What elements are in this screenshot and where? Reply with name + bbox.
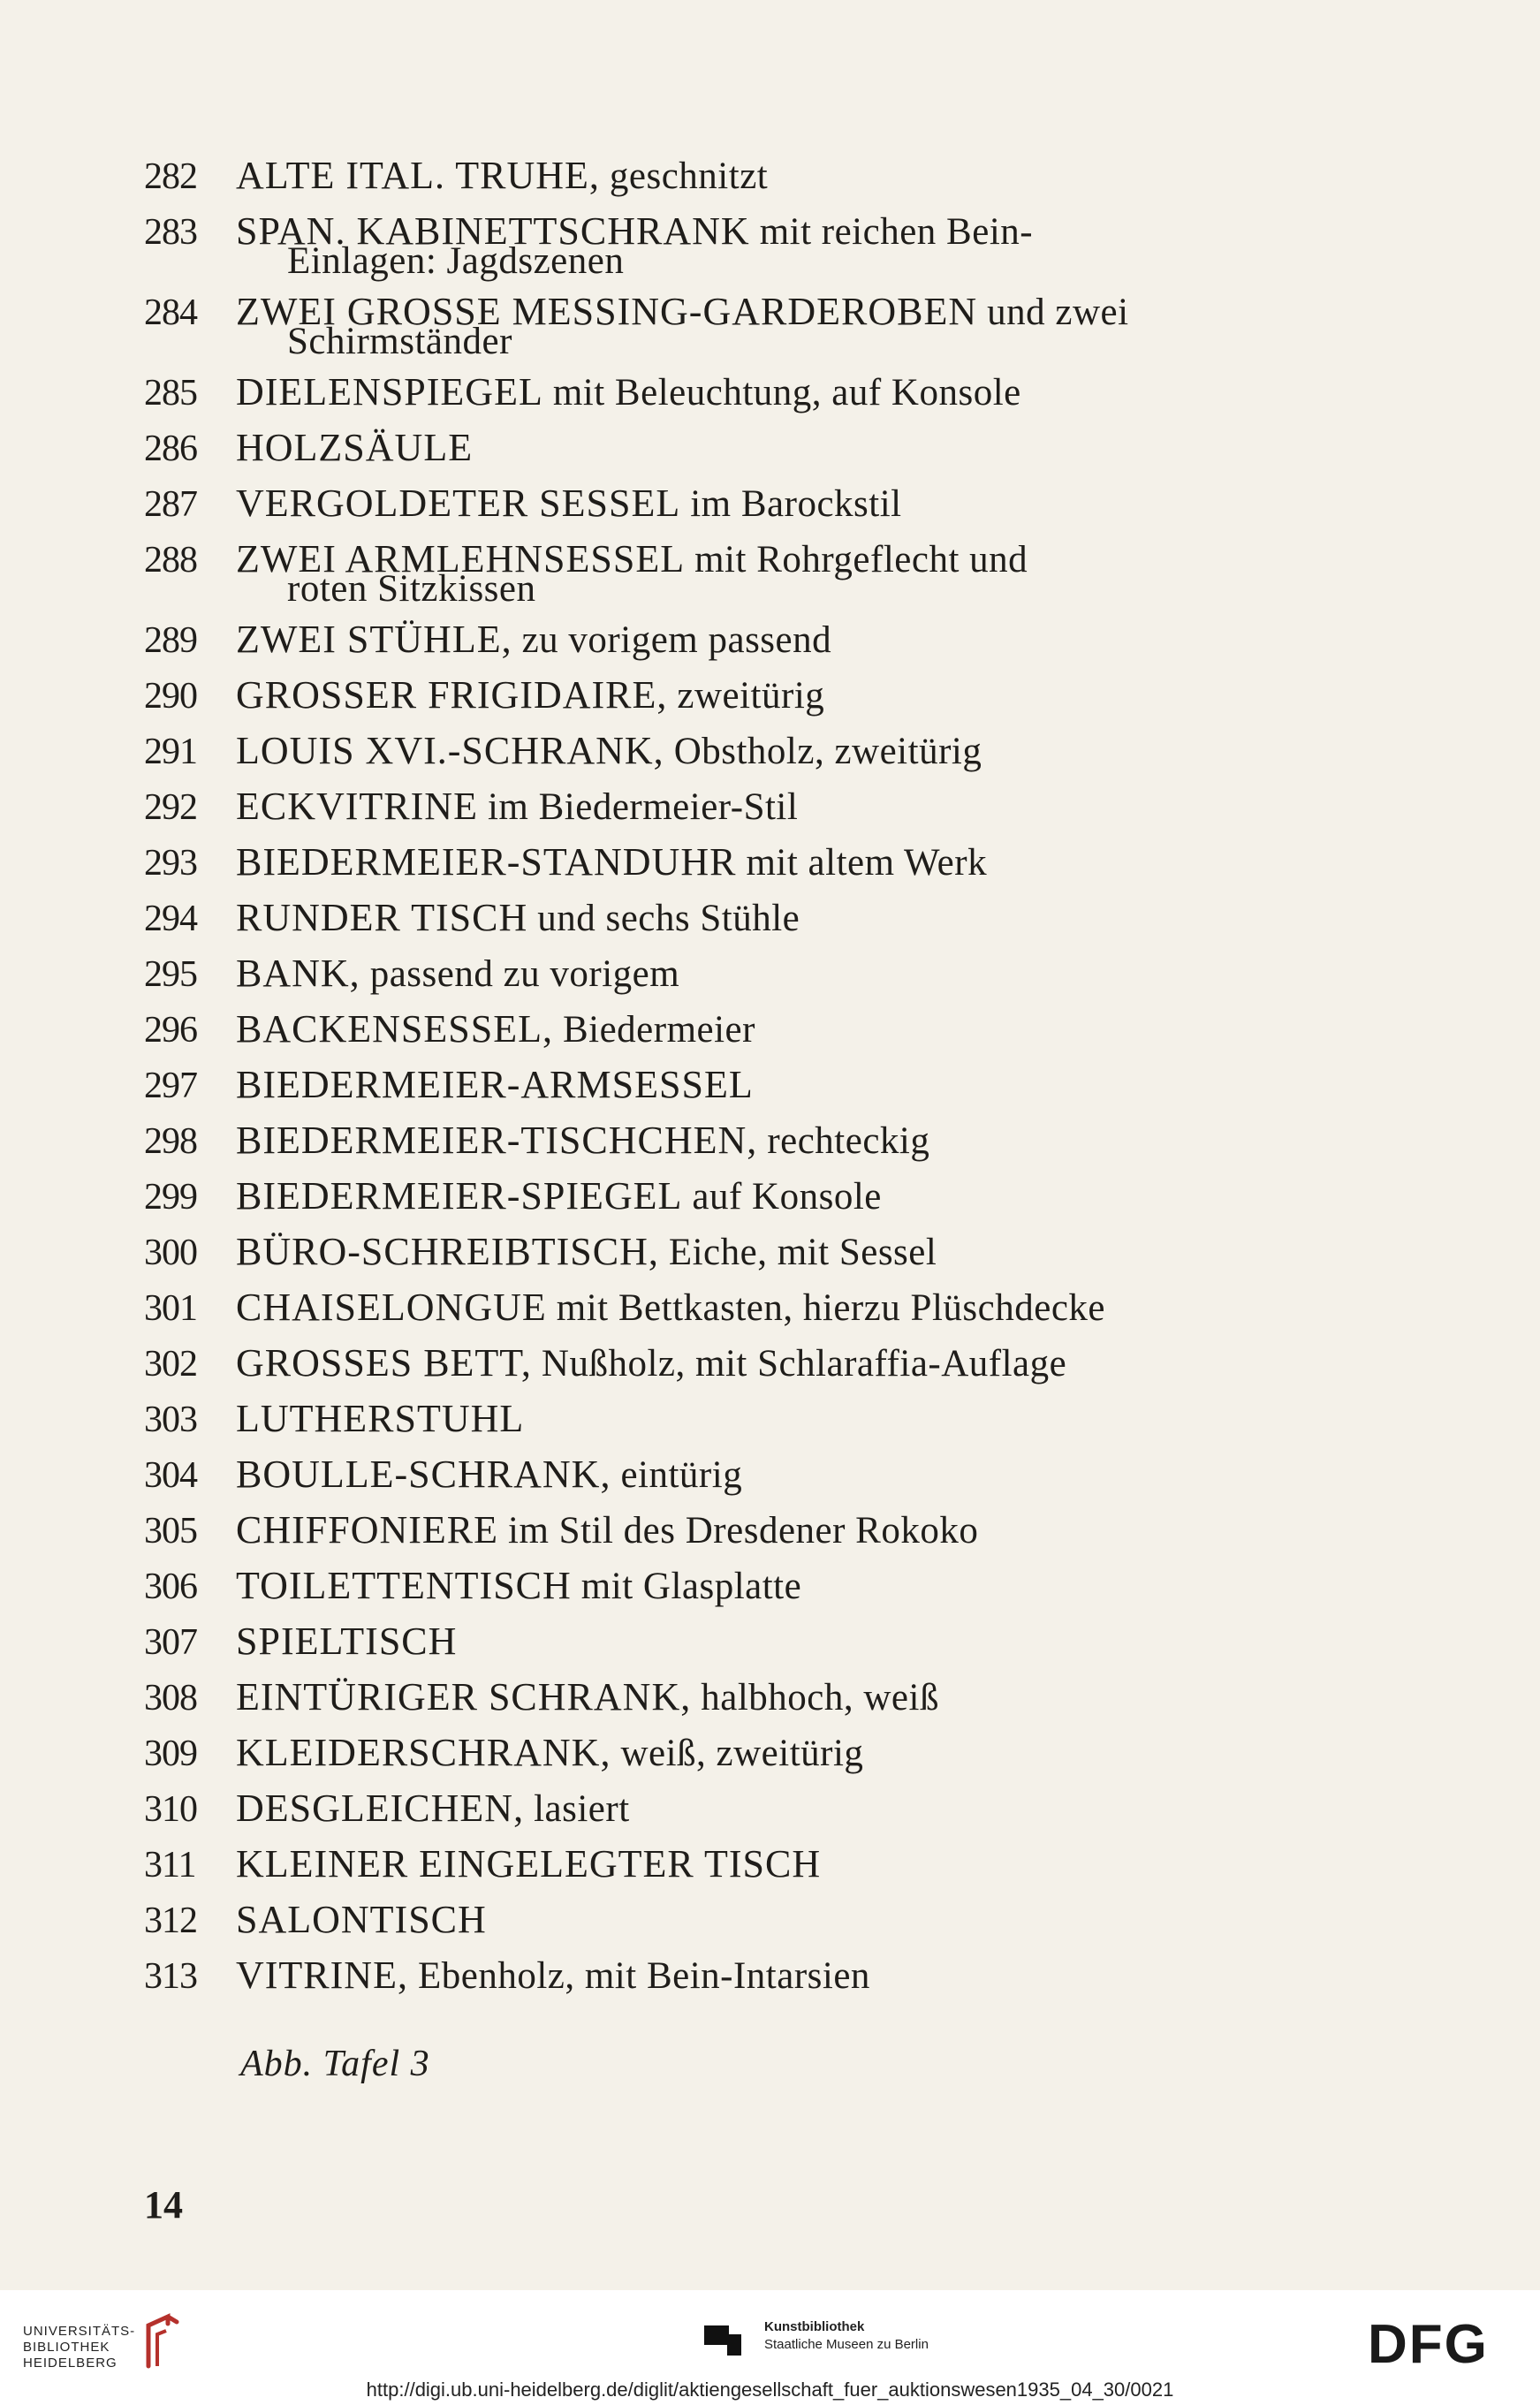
catalog-entry: [144, 1559, 1319, 1614]
lot-description: mit reichen Bein-: [759, 211, 1034, 253]
catalog-entry: [144, 1169, 1319, 1225]
lot-number: 296: [144, 1010, 197, 1051]
catalog-entry: [144, 1225, 1319, 1280]
lot-number: 311: [144, 1845, 196, 1885]
lot-text: [236, 1893, 1319, 1947]
lot-number: 290: [144, 676, 197, 717]
lot-title: KLEINER EINGELEGTER TISCH: [236, 1842, 822, 1885]
lot-number: 298: [144, 1121, 197, 1162]
lot-description: geschnitzt: [609, 156, 769, 197]
lot-text: [236, 365, 1319, 421]
lot-description: zweitürig: [677, 675, 825, 717]
lot-title: DESGLEICHEN,: [236, 1787, 525, 1830]
lot-description: im Biedermeier-Stil: [487, 786, 799, 828]
catalog-entry: [144, 1670, 1319, 1726]
catalog-entry: [144, 1503, 1319, 1559]
ub-heidelberg-label[interactable]: [23, 2324, 135, 2371]
lot-title: TOILETTENTISCH: [236, 1564, 572, 1607]
lot-description: Eiche, mit Sessel: [668, 1232, 937, 1273]
lot-number: 283: [144, 212, 197, 253]
lot-number: 308: [144, 1678, 197, 1718]
lot-title: GROSSER FRIGIDAIRE,: [236, 673, 668, 717]
lot-title: SPAN. KABINETTSCHRANK: [236, 209, 750, 253]
catalog-entry: [144, 891, 1319, 946]
lot-text: [236, 779, 1319, 835]
lot-title: ALTE ITAL. TRUHE,: [236, 154, 600, 197]
lot-title: BIEDERMEIER-ARMSESSEL: [236, 1063, 754, 1106]
lot-description: weiß, zweitürig: [620, 1733, 864, 1774]
lot-description: halbhoch, weiß: [701, 1677, 939, 1718]
lot-number: 294: [144, 899, 197, 939]
lot-title: BOULLE-SCHRANK,: [236, 1453, 611, 1496]
lot-text: [236, 1447, 1319, 1503]
kb-sub: Staatliche Museen zu Berlin: [764, 2337, 929, 2352]
lot-text: [236, 421, 1319, 475]
lot-number: 302: [144, 1344, 197, 1385]
catalog-entry: [144, 612, 1319, 668]
lot-title: ZWEI ARMLEHNSESSEL: [236, 537, 686, 580]
catalog-entry: [144, 1948, 1319, 2004]
lot-title: LOUIS XVI.-SCHRANK,: [236, 729, 664, 772]
catalog-entry: [144, 835, 1319, 891]
lot-title: GROSSES BETT,: [236, 1341, 532, 1385]
lot-title: HOLZSÄULE: [236, 426, 474, 469]
catalog-entry: [144, 946, 1319, 1002]
lot-text: [236, 1392, 1319, 1446]
lot-title: DIELENSPIEGEL: [236, 370, 543, 413]
catalog-entry: [144, 1893, 1319, 1948]
lot-title: KLEIDERSCHRANK,: [236, 1731, 611, 1774]
lot-title: CHIFFONIERE: [236, 1508, 499, 1551]
lot-number: 307: [144, 1622, 197, 1663]
lot-description: passend zu vorigem: [369, 953, 680, 995]
lot-description-continued: Schirmständer: [287, 321, 512, 362]
lot-number: 303: [144, 1400, 197, 1440]
lot-title: BÜRO-SCHREIBTISCH,: [236, 1230, 659, 1273]
lot-title: BIEDERMEIER-TISCHCHEN,: [236, 1119, 758, 1162]
ub-line: UNIVERSITÄTS-: [23, 2324, 136, 2339]
ub-line: BIBLIOTHEK: [23, 2340, 110, 2355]
kunstbibliothek-logo-icon[interactable]: [702, 2320, 750, 2359]
lot-text: [236, 1169, 1319, 1225]
catalog-entry: [144, 668, 1319, 724]
lot-title: CHAISELONGUE: [236, 1286, 547, 1329]
lot-title: ZWEI STÜHLE,: [236, 618, 512, 661]
illustration-note: Abb. Tafel 3: [240, 2044, 430, 2084]
lot-title: ZWEI GROSSE MESSING-GARDEROBEN: [236, 290, 978, 333]
lot-title: VITRINE,: [236, 1954, 408, 1997]
catalog-entry: [144, 1837, 1319, 1893]
lot-title: BIEDERMEIER-SPIEGEL: [236, 1174, 683, 1218]
catalog-entry: [144, 1614, 1319, 1670]
catalog-entry: [144, 1447, 1319, 1503]
lot-text: [236, 1837, 1319, 1892]
lot-description: Biedermeier: [562, 1009, 755, 1051]
lot-description: Ebenholz, mit Bein-Intarsien: [417, 1955, 870, 1997]
lot-text: [236, 1058, 1319, 1112]
lot-title: ECKVITRINE: [236, 785, 478, 828]
catalog-entry: [144, 1058, 1319, 1113]
lot-text: [236, 891, 1319, 946]
lot-description: und sechs Stühle: [537, 898, 800, 939]
lot-text: [236, 1948, 1319, 2004]
lot-number: 293: [144, 843, 197, 884]
lot-text: [236, 668, 1319, 724]
lot-description: mit Bettkasten, hierzu Plüschdecke: [556, 1287, 1105, 1329]
lot-number: 291: [144, 732, 197, 772]
lot-title: BANK,: [236, 952, 360, 995]
lot-text: [236, 1225, 1319, 1280]
lot-description-continued: Einlagen: Jagdszenen: [287, 240, 625, 282]
lot-description: im Barockstil: [690, 483, 902, 525]
lot-description: Obstholz, zweitürig: [673, 731, 982, 772]
kb-name: Kunstbibliothek: [764, 2319, 865, 2334]
lot-description: lasiert: [534, 1788, 630, 1830]
lot-title: RUNDER TISCH: [236, 896, 528, 939]
lot-title: SALONTISCH: [236, 1898, 487, 1941]
catalog-entry: [144, 724, 1319, 779]
lot-title: EINTÜRIGER SCHRANK,: [236, 1675, 692, 1718]
lot-text: [236, 1336, 1319, 1392]
ub-heidelberg-logo-icon[interactable]: [141, 2311, 184, 2373]
lot-text: [236, 835, 1319, 891]
lot-number: 285: [144, 373, 197, 413]
lot-text: [236, 946, 1319, 1002]
lot-text: [236, 612, 1319, 668]
lot-text: [236, 1113, 1319, 1169]
entry-list: [144, 148, 1319, 2004]
page-number: 14: [144, 2183, 183, 2227]
lot-text: [236, 724, 1319, 779]
ub-line: HEIDELBERG: [23, 2356, 118, 2371]
lot-number: 289: [144, 620, 197, 661]
lot-number: 305: [144, 1511, 197, 1551]
lot-description: auf Konsole: [692, 1176, 882, 1218]
lot-number: 288: [144, 540, 197, 580]
lot-title: LUTHERSTUHL: [236, 1397, 525, 1440]
lot-number: 306: [144, 1567, 197, 1607]
lot-title: BACKENSESSEL,: [236, 1007, 553, 1051]
lot-number: 297: [144, 1066, 197, 1106]
lot-number: 304: [144, 1455, 197, 1496]
lot-text: [236, 476, 1319, 532]
lot-text: [236, 1559, 1319, 1614]
lot-number: 287: [144, 484, 197, 525]
lot-number: 312: [144, 1900, 197, 1941]
lot-text: [236, 148, 1319, 204]
lot-description: eintürig: [620, 1454, 743, 1496]
source-url[interactable]: http://digi.ub.uni-heidelberg.de/diglit/aktiengesellschaft_fuer_auktionswesen1935_04_30/0021: [366, 2378, 1174, 2401]
lot-number: 313: [144, 1956, 197, 1997]
lot-number: 300: [144, 1233, 197, 1273]
catalog-entry: [144, 1113, 1319, 1169]
lot-number: 310: [144, 1789, 197, 1830]
catalog-entry: [144, 1781, 1319, 1837]
lot-number: 292: [144, 787, 197, 828]
lot-description: mit Rohrgeflecht und: [694, 539, 1028, 580]
lot-text: [236, 1002, 1319, 1058]
catalog-entry: [144, 148, 1319, 204]
lot-description: zu vorigem passend: [521, 619, 832, 661]
lot-number: 299: [144, 1177, 197, 1218]
catalog-entry: [144, 1280, 1319, 1336]
lot-text: [236, 1781, 1319, 1837]
lot-number: 301: [144, 1288, 197, 1329]
lot-number: 309: [144, 1734, 197, 1774]
catalog-entry: [144, 1392, 1319, 1447]
catalog-entry: [144, 1726, 1319, 1781]
lot-title: SPIELTISCH: [236, 1620, 458, 1663]
lot-description: mit Beleuchtung, auf Konsole: [552, 372, 1021, 413]
lot-text: [236, 1670, 1319, 1726]
catalog-entry: [144, 1002, 1319, 1058]
catalog-entry: [144, 779, 1319, 835]
catalog-entry: [144, 1336, 1319, 1392]
lot-description-continued: roten Sitzkissen: [287, 568, 536, 610]
lot-description: Nußholz, mit Schlaraffia-Auflage: [541, 1343, 1067, 1385]
lot-text: [236, 1726, 1319, 1781]
lot-description: und zwei: [987, 292, 1129, 333]
lot-description: mit altem Werk: [746, 842, 988, 884]
lot-text: [236, 1614, 1319, 1669]
lot-text: [236, 1503, 1319, 1559]
lot-number: 295: [144, 954, 197, 995]
footer: [0, 2290, 1540, 2405]
lot-number: 284: [144, 292, 197, 333]
lot-number: 282: [144, 156, 197, 197]
kunstbibliothek-label[interactable]: [764, 2318, 929, 2354]
catalog-entry: [144, 365, 1319, 421]
lot-description: rechteckig: [767, 1120, 930, 1162]
lot-description: im Stil des Dresdener Rokoko: [508, 1510, 979, 1551]
lot-text: [236, 1280, 1319, 1336]
lot-number: 286: [144, 429, 197, 469]
lot-description: mit Glasplatte: [580, 1566, 802, 1607]
lot-title: BIEDERMEIER-STANDUHR: [236, 840, 737, 884]
catalog-entry: [144, 476, 1319, 532]
lot-title: VERGOLDETER SESSEL: [236, 482, 681, 525]
catalog-entry: [144, 421, 1319, 476]
dfg-logo[interactable]: DFG: [1368, 2314, 1489, 2375]
